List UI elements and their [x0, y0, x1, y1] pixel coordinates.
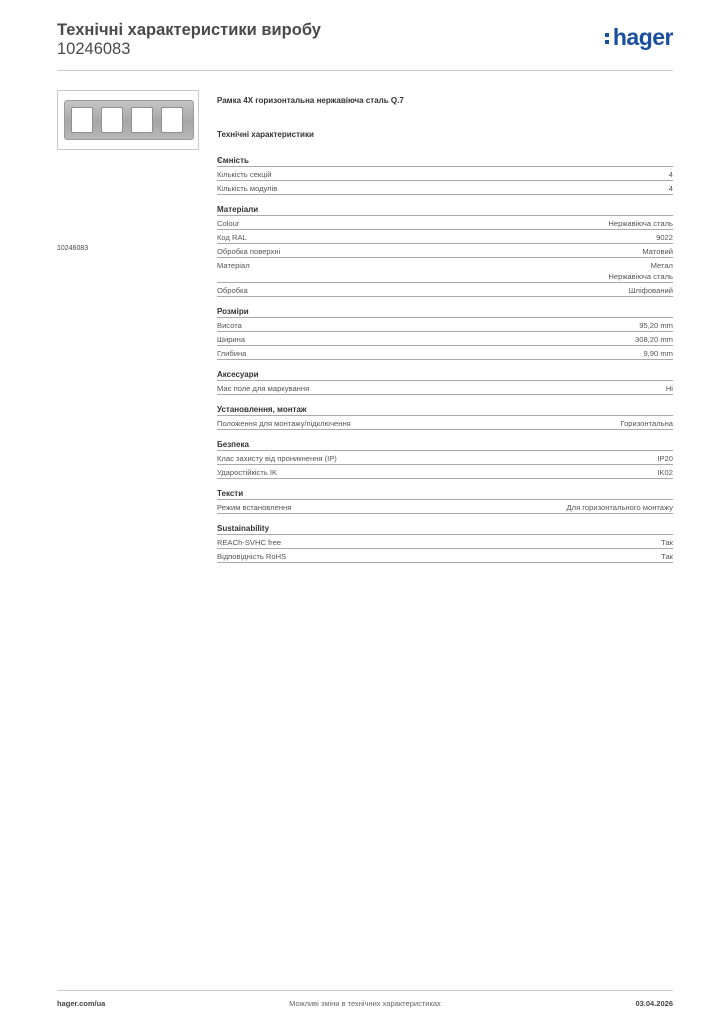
footer-site-link[interactable]: hager.com/ua — [57, 999, 106, 1008]
spec-row — [217, 534, 673, 548]
spec-label: Обробка — [217, 286, 248, 295]
spec-label: Клас захисту від проникнення (IP) — [217, 454, 337, 463]
spec-label: Матеріал — [217, 261, 250, 270]
spec-group — [217, 306, 673, 360]
spec-label: Має поле для маркування — [217, 384, 310, 393]
spec-row — [217, 345, 673, 360]
spec-group — [217, 369, 673, 395]
spec-row — [217, 331, 673, 345]
spec-row — [217, 257, 673, 282]
spec-value: Метал Нержавіюча сталь — [608, 261, 673, 281]
spec-value: Нержавіюча сталь — [608, 219, 673, 228]
spec-row — [217, 166, 673, 180]
product-name: Рамка 4Х горизонтальна нержавіюча сталь Q.7 — [217, 96, 404, 105]
spec-group-title: Тексти — [217, 489, 244, 498]
spec-row — [217, 464, 673, 479]
spec-row — [217, 380, 673, 395]
spec-group-title: Ємність — [217, 156, 249, 165]
spec-label: Положення для монтажу/підключення — [217, 419, 351, 428]
spec-value: Горизонтальна — [620, 419, 673, 428]
spec-label: Colour — [217, 219, 240, 228]
spec-group — [217, 204, 673, 297]
spec-group-title: Безпека — [217, 440, 249, 449]
spec-label: Ударостійкість IK — [217, 468, 278, 477]
footer-date: 03.04.2026 — [635, 999, 673, 1008]
spec-row — [217, 450, 673, 464]
spec-value: Шліфований — [628, 286, 673, 295]
spec-label: Ширина — [217, 335, 246, 344]
spec-label: Висота — [217, 321, 242, 330]
spec-row — [217, 415, 673, 430]
spec-group-title: Аксесуари — [217, 370, 259, 379]
spec-value: 4 — [668, 170, 673, 179]
spec-value: IK02 — [657, 468, 673, 477]
hager-logo — [605, 24, 673, 51]
footer-divider — [57, 990, 673, 991]
spec-value: Так — [661, 552, 673, 561]
page-footer — [57, 995, 673, 1009]
spec-value: 9022 — [656, 233, 673, 242]
spec-value: IP20 — [657, 454, 673, 463]
product-image — [57, 90, 199, 150]
header-divider — [57, 70, 673, 71]
footer-note: Можливі зміни в технічних характеристиках — [289, 999, 441, 1008]
spec-group-title: Розміри — [217, 307, 249, 316]
logo-text: hager — [612, 24, 673, 50]
page-title: Технічні характеристики виробу — [57, 21, 321, 39]
spec-group — [217, 404, 673, 430]
spec-group-title: Sustainability — [217, 524, 270, 533]
spec-row — [217, 499, 673, 514]
spec-value: Так — [661, 538, 673, 547]
tech-specs-heading: Технічні характеристики — [217, 130, 314, 139]
spec-label: Кількість секцій — [217, 170, 272, 179]
spec-group-title: Установлення, монтаж — [217, 405, 307, 414]
spec-group — [217, 488, 673, 514]
spec-group — [217, 523, 673, 563]
spec-value: Матовий — [642, 247, 673, 256]
spec-value: Ні — [665, 384, 673, 393]
image-caption: 10246083 — [57, 245, 89, 252]
spec-groups — [217, 155, 673, 572]
logo-dots-icon — [605, 31, 610, 46]
page-header — [57, 20, 673, 66]
spec-value: 95,20 mm — [639, 321, 673, 330]
spec-row — [217, 243, 673, 257]
spec-label: Код RAL — [217, 233, 247, 242]
spec-row — [217, 180, 673, 195]
product-code: 10246083 — [57, 40, 131, 58]
spec-label: REACh-SVHC free — [217, 538, 282, 547]
spec-label: Режим встановлення — [217, 503, 292, 512]
spec-row — [217, 215, 673, 229]
spec-value: 9,90 mm — [643, 349, 673, 358]
spec-group-title: Матеріали — [217, 205, 259, 214]
spec-label: Обробка поверхні — [217, 247, 281, 256]
frame-4x-icon — [64, 100, 194, 140]
spec-label: Відповідність RoHS — [217, 552, 287, 561]
spec-row — [217, 317, 673, 331]
spec-label: Глибина — [217, 349, 247, 358]
spec-value: 4 — [668, 184, 673, 193]
spec-group — [217, 439, 673, 479]
spec-row — [217, 548, 673, 563]
spec-row — [217, 282, 673, 297]
spec-row — [217, 229, 673, 243]
spec-label: Кількість модулів — [217, 184, 278, 193]
spec-value: Для горизонтального монтажу — [566, 503, 673, 512]
spec-value: 308,20 mm — [635, 335, 673, 344]
spec-group — [217, 155, 673, 195]
